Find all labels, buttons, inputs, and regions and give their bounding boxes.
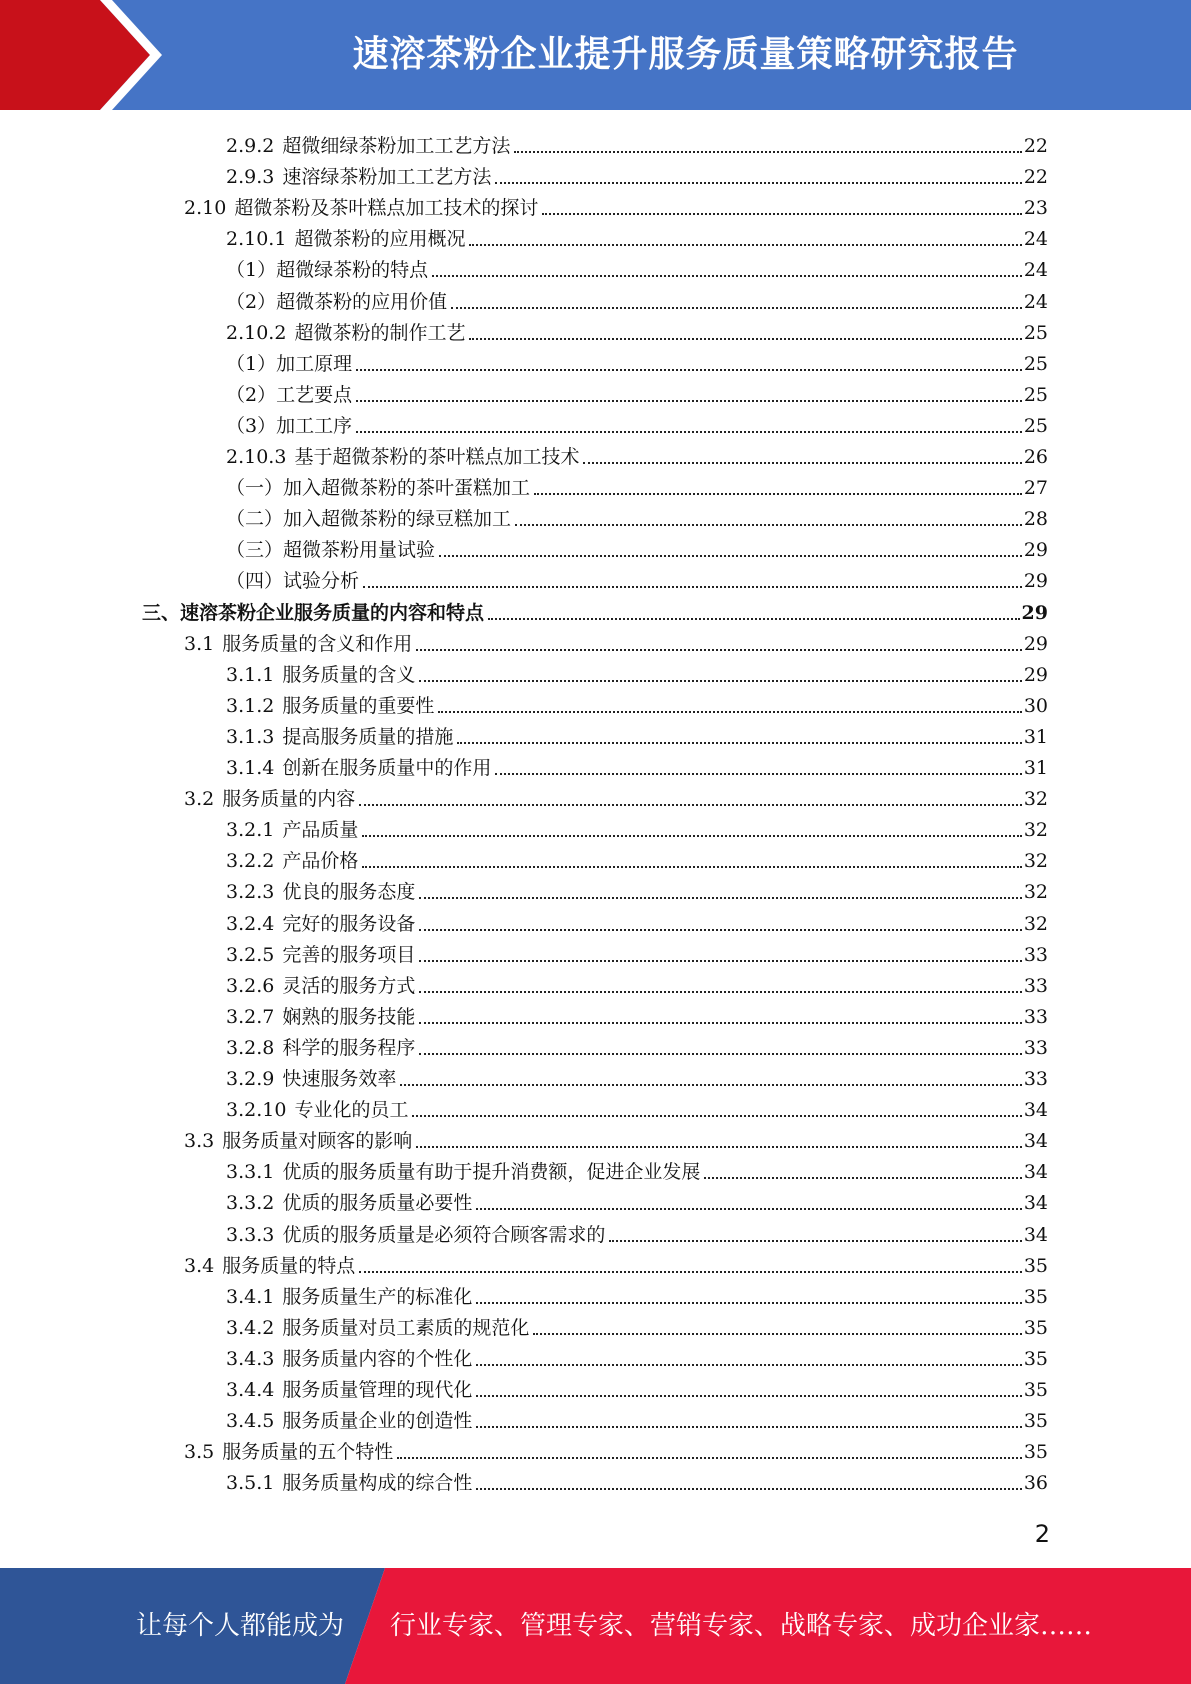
toc-entry-title: 服务质量的重要性 — [282, 694, 435, 717]
toc-entry-page: 33 — [1023, 1005, 1048, 1028]
toc-entry-number: 3.1 — [184, 632, 215, 655]
toc-dot-leader — [488, 618, 1020, 620]
toc-entry-number: 3.1.1 — [226, 663, 275, 686]
toc-entry-label — [226, 664, 415, 686]
toc-entry-page: 24 — [1023, 290, 1048, 313]
toc-entry[interactable] — [226, 935, 1048, 966]
toc-entry-label — [226, 1348, 472, 1370]
toc-entry-title: 服务质量的特点 — [222, 1254, 356, 1277]
toc-entry[interactable] — [226, 499, 1048, 530]
toc-dot-leader — [495, 182, 1021, 184]
toc-entry-page: 34 — [1023, 1192, 1048, 1215]
toc-dot-leader — [583, 462, 1021, 464]
toc-entry[interactable] — [226, 219, 1048, 250]
toc-entry-label — [226, 881, 415, 903]
toc-entry-title: 优质的服务质量有助于提升消费额，促进企业发展 — [282, 1161, 701, 1184]
toc-entry-number: 2.10.2 — [226, 321, 287, 344]
toc-dot-leader — [412, 1115, 1021, 1117]
toc-entry-title: 加工工序 — [276, 414, 353, 437]
toc-entry-number: 3.4.5 — [226, 1410, 275, 1433]
toc-entry[interactable] — [226, 1152, 1048, 1183]
toc-entry-label — [226, 944, 415, 966]
toc-entry-number: （1） — [226, 259, 277, 282]
toc-entry-title: 超微茶粉用量试验 — [283, 539, 436, 562]
toc-entry-label — [226, 1161, 700, 1183]
toc-dot-leader — [534, 493, 1022, 495]
page-footer — [0, 1568, 1191, 1684]
toc-entry[interactable] — [226, 1308, 1048, 1339]
toc-entry[interactable] — [226, 841, 1048, 872]
toc-entry-number: 3.2 — [184, 788, 215, 811]
page-header — [0, 0, 1191, 110]
toc-entry[interactable] — [184, 1121, 1048, 1152]
toc-entry[interactable] — [226, 1463, 1048, 1494]
toc-dot-leader — [419, 929, 1021, 931]
toc-entry[interactable] — [226, 1401, 1048, 1432]
toc-entry-page: 23 — [1023, 197, 1048, 220]
toc-dot-leader — [469, 338, 1021, 340]
toc-entry-label — [184, 633, 412, 655]
toc-entry-title: 服务质量的含义 — [282, 663, 416, 686]
toc-entry-number: （3） — [226, 414, 277, 437]
toc-entry-number: （三） — [226, 539, 284, 562]
toc-entry-title: 灵活的服务方式 — [282, 974, 416, 997]
toc-entry-number: 3.1.4 — [226, 757, 275, 779]
toc-entry-page: 35 — [1023, 1254, 1048, 1277]
toc-entry-page: 33 — [1023, 1036, 1048, 1059]
toc-entry[interactable] — [184, 779, 1048, 810]
toc-entry-number: 3.1.3 — [226, 725, 275, 748]
toc-entry-page: 32 — [1023, 788, 1048, 811]
toc-entry-number: 3.2.5 — [226, 943, 275, 966]
toc-dot-leader — [359, 1271, 1022, 1273]
toc-entry-page: 25 — [1023, 321, 1048, 344]
toc-entry-page: 35 — [1023, 1347, 1048, 1370]
toc-entry-title: 超微茶粉及茶叶糕点加工技术的探讨 — [234, 197, 539, 220]
toc-entry-number: 3.2.8 — [226, 1036, 275, 1059]
toc-entry-label — [226, 1037, 415, 1059]
toc-dot-leader — [419, 680, 1021, 682]
toc-entry-number: 3.4.1 — [226, 1285, 275, 1308]
toc-entry-page: 25 — [1023, 414, 1048, 437]
toc-entry-page: 31 — [1023, 725, 1048, 748]
toc-dot-leader — [400, 1084, 1021, 1086]
toc-entry-label — [184, 788, 355, 810]
toc-entry-title: 工艺要点 — [276, 383, 353, 406]
toc-entry[interactable] — [226, 810, 1048, 841]
toc-dot-leader — [515, 524, 1022, 526]
toc-entry-label — [184, 197, 538, 219]
toc-dot-leader — [533, 1333, 1021, 1335]
toc-entry-label — [226, 384, 352, 406]
toc-entry-page: 28 — [1023, 508, 1048, 531]
toc-entry-page: 25 — [1023, 352, 1048, 375]
toc-entry-label — [226, 477, 530, 499]
toc-entry-title: 试验分析 — [283, 570, 360, 593]
toc-entry-number: 2.10.3 — [226, 446, 287, 468]
toc-entry-label — [226, 166, 491, 188]
toc-entry-number: 3.2.6 — [226, 974, 275, 997]
toc-entry-number: 2.10.1 — [226, 228, 287, 251]
toc-entry-title: 快速服务效率 — [282, 1068, 397, 1090]
toc-entry-label — [184, 1441, 393, 1463]
toc-entry-label — [142, 602, 484, 624]
toc-dot-leader — [514, 151, 1021, 153]
toc-dot-leader — [542, 213, 1021, 215]
toc-dot-leader — [476, 1488, 1021, 1490]
toc-entry-page: 29 — [1023, 632, 1048, 655]
toc-dot-leader — [469, 244, 1021, 246]
toc-entry-page: 29 — [1023, 663, 1048, 686]
toc-entry-page: 29 — [1023, 539, 1048, 562]
toc-entry[interactable] — [226, 997, 1048, 1028]
toc-entry-number: 3.2.1 — [226, 819, 275, 842]
toc-entry-number: 2.9.2 — [226, 135, 275, 157]
toc-entry-title: 加入超微茶粉的绿豆糕加工 — [283, 508, 512, 531]
toc-dot-leader — [363, 586, 1022, 588]
toc-dot-leader — [362, 866, 1021, 868]
toc-entry-number: （2） — [226, 383, 277, 406]
toc-entry[interactable] — [226, 717, 1048, 748]
toc-entry-label — [226, 1068, 396, 1090]
toc-entry-page: 35 — [1023, 1285, 1048, 1308]
toc-entry-number: 3.3.1 — [226, 1161, 275, 1184]
toc-entry-title: 服务质量管理的现代化 — [282, 1379, 473, 1401]
toc-dot-leader — [609, 1240, 1021, 1242]
toc-entry-label — [226, 353, 352, 375]
toc-dot-leader — [432, 275, 1022, 277]
toc-dot-leader — [476, 1208, 1021, 1210]
toc-entry[interactable] — [226, 375, 1048, 406]
toc-entry-title: 产品质量 — [282, 819, 359, 842]
page-number: 2 — [1034, 1520, 1050, 1548]
toc-entry-label — [226, 291, 447, 313]
toc-entry-page: 35 — [1023, 1379, 1048, 1401]
toc-entry-number: 3.2.9 — [226, 1068, 275, 1090]
toc-entry[interactable] — [226, 686, 1048, 717]
toc-dot-leader — [416, 649, 1022, 651]
toc-entry[interactable] — [226, 468, 1048, 499]
toc-entry-label — [226, 1410, 472, 1432]
toc-entry-number: （一） — [226, 477, 284, 500]
toc-entry-number: 3.3 — [184, 1130, 215, 1153]
toc-entry[interactable] — [226, 748, 1048, 779]
toc-entry-label — [226, 1192, 472, 1214]
toc-entry-label — [226, 1099, 408, 1121]
toc-entry-page: 32 — [1023, 819, 1048, 842]
footer-slogan-right: 行业专家、管理专家、营销专家、战略专家、成功企业家…… — [390, 1611, 1093, 1641]
toc-entry-title: 服务质量生产的标准化 — [282, 1285, 473, 1308]
toc-entry-page: 29 — [1021, 601, 1048, 624]
toc-dot-leader — [476, 1302, 1021, 1304]
toc-entry-label — [226, 757, 491, 779]
toc-dot-leader — [495, 773, 1021, 775]
toc-entry[interactable] — [184, 1246, 1048, 1277]
toc-dot-leader — [356, 400, 1022, 402]
toc-entry-title: 超微细绿茶粉加工工艺方法 — [282, 135, 511, 157]
toc-dot-leader — [416, 1146, 1022, 1148]
toc-entry-title: 服务质量的五个特性 — [222, 1441, 394, 1464]
toc-entry[interactable] — [226, 157, 1048, 188]
toc-entry[interactable] — [226, 406, 1048, 437]
toc-dot-leader — [438, 711, 1021, 713]
toc-entry-title: 娴熟的服务技能 — [282, 1005, 416, 1028]
toc-entry[interactable] — [226, 1028, 1048, 1059]
toc-entry-number: 3.1.2 — [226, 694, 275, 717]
toc-entry-label — [226, 135, 510, 157]
toc-entry-title: 完好的服务设备 — [282, 912, 416, 935]
toc-entry-label — [226, 322, 465, 344]
toc-entry[interactable] — [226, 313, 1048, 344]
toc-entry-title: 服务质量内容的个性化 — [282, 1347, 473, 1370]
toc-entry-label — [226, 570, 359, 592]
toc-entry-title: 加入超微茶粉的茶叶蛋糕加工 — [283, 477, 531, 500]
toc-entry-title: 服务质量企业的创造性 — [282, 1410, 473, 1433]
toc-entry-page: 25 — [1023, 383, 1048, 406]
toc-entry-title: 服务质量构成的综合性 — [282, 1472, 473, 1495]
toc-entry-title: 优良的服务态度 — [282, 881, 416, 904]
toc-entry-page: 31 — [1023, 757, 1048, 779]
toc-entry-label — [226, 446, 579, 468]
toc-entry-page: 34 — [1023, 1099, 1048, 1122]
toc-entry[interactable] — [226, 904, 1048, 935]
toc-entry[interactable] — [226, 282, 1048, 313]
toc-entry-label — [226, 539, 435, 561]
toc-dot-leader — [356, 431, 1022, 433]
toc-entry-number: 2.9.3 — [226, 166, 275, 189]
toc-dot-leader — [476, 1395, 1021, 1397]
toc-entry-page: 26 — [1023, 446, 1048, 468]
toc-entry-page: 36 — [1023, 1472, 1048, 1495]
toc-entry-page: 32 — [1023, 912, 1048, 935]
toc-entry-title: 超微绿茶粉的特点 — [276, 259, 429, 282]
toc-entry-page: 32 — [1023, 850, 1048, 873]
toc-entry-label — [226, 1224, 605, 1246]
toc-entry-title: 产品价格 — [282, 850, 359, 873]
toc-entry-number: 3.5.1 — [226, 1472, 275, 1495]
toc-entry[interactable] — [184, 188, 1048, 219]
toc-dot-leader — [419, 960, 1021, 962]
toc-entry-number: 2.10 — [184, 197, 227, 220]
toc-dot-leader — [419, 1022, 1021, 1024]
toc-entry-number: 3.5 — [184, 1441, 215, 1464]
toc-entry-title: 优质的服务质量必要性 — [282, 1192, 473, 1215]
toc-entry[interactable] — [226, 530, 1048, 561]
toc-entry[interactable] — [226, 1090, 1048, 1121]
toc-dot-leader — [476, 1426, 1021, 1428]
toc-entry-title: 超微茶粉的应用价值 — [276, 290, 448, 313]
toc-dot-leader — [451, 307, 1022, 309]
toc-entry-number: 3.4 — [184, 1254, 215, 1277]
toc-entry-label — [184, 1255, 355, 1277]
toc-entry-number: 3.2.10 — [226, 1099, 287, 1122]
toc-entry-page: 35 — [1023, 1316, 1048, 1339]
toc-entry-label — [226, 695, 434, 717]
toc-entry-label — [226, 850, 358, 872]
toc-entry[interactable] — [184, 1432, 1048, 1463]
toc-entry[interactable] — [226, 1059, 1048, 1090]
toc-entry-title: 超微茶粉的应用概况 — [294, 228, 466, 251]
toc-entry-label — [184, 1130, 412, 1152]
toc-entry[interactable] — [226, 1370, 1048, 1401]
toc-entry-page: 34 — [1023, 1223, 1048, 1246]
toc-entry-title: 提高服务质量的措施 — [282, 725, 454, 748]
toc-entry-page: 29 — [1023, 570, 1048, 593]
toc-entry-label — [226, 1006, 415, 1028]
toc-entry-number: 三、 — [142, 601, 181, 624]
toc-dot-leader — [704, 1177, 1021, 1179]
toc-entry-title: 科学的服务程序 — [282, 1036, 416, 1059]
toc-entry-label — [226, 1379, 472, 1401]
toc-entry-page: 33 — [1023, 1068, 1048, 1090]
toc-entry[interactable] — [226, 561, 1048, 592]
toc-entry-label — [226, 508, 511, 530]
toc-entry[interactable] — [226, 1215, 1048, 1246]
toc-dot-leader — [476, 1364, 1021, 1366]
toc-entry[interactable] — [184, 624, 1048, 655]
toc-entry-label — [226, 1472, 472, 1494]
toc-entry-title: 完善的服务项目 — [282, 943, 416, 966]
toc-dot-leader — [439, 555, 1022, 557]
toc-entry-title: 超微茶粉的制作工艺 — [294, 321, 466, 344]
toc-entry-title: 服务质量的含义和作用 — [222, 632, 413, 655]
toc-entry-label — [226, 975, 415, 997]
toc-entry[interactable] — [226, 1183, 1048, 1214]
toc-dot-leader — [397, 1457, 1022, 1459]
toc-entry-number: 3.3.3 — [226, 1223, 275, 1246]
toc-entry-number: 3.2.4 — [226, 912, 275, 935]
toc-entry-number: （四） — [226, 570, 284, 593]
toc-entry-label — [226, 228, 465, 250]
toc-entry-number: 3.2.3 — [226, 881, 275, 904]
toc-entry[interactable] — [226, 1339, 1048, 1370]
toc-entry-title: 基于超微茶粉的茶叶糕点加工技术 — [294, 446, 580, 468]
toc-entry-page: 35 — [1023, 1441, 1048, 1464]
toc-entry-page: 24 — [1023, 228, 1048, 251]
toc-entry[interactable] — [226, 1277, 1048, 1308]
toc-entry-label — [226, 726, 453, 748]
toc-entry-title: 服务质量的内容 — [222, 788, 356, 811]
toc-entry-page: 24 — [1023, 259, 1048, 282]
toc-entry[interactable] — [142, 593, 1048, 624]
toc-entry-label — [226, 1317, 529, 1339]
toc-entry-number: 3.3.2 — [226, 1192, 275, 1215]
toc-entry[interactable] — [226, 250, 1048, 281]
toc-entry-page: 34 — [1023, 1130, 1048, 1153]
toc-entry-number: （2） — [226, 290, 277, 313]
toc-entry-label — [226, 819, 358, 841]
toc-dot-leader — [419, 897, 1021, 899]
toc-dot-leader — [362, 835, 1021, 837]
toc-entry-page: 33 — [1023, 974, 1048, 997]
toc-entry-label — [226, 913, 415, 935]
toc-entry-page: 27 — [1023, 477, 1048, 500]
toc-entry[interactable] — [226, 126, 1048, 157]
toc-entry[interactable] — [226, 437, 1048, 468]
toc-dot-leader — [419, 991, 1021, 993]
toc-entry-label — [226, 1286, 472, 1308]
toc-dot-leader — [457, 742, 1021, 744]
toc-entry-page: 34 — [1023, 1161, 1048, 1184]
toc-entry-number: （1） — [226, 352, 277, 375]
toc-dot-leader — [356, 369, 1022, 371]
toc-entry-number: 3.4.4 — [226, 1379, 275, 1401]
toc-entry-number: 3.4.3 — [226, 1347, 275, 1370]
toc-entry-page: 30 — [1023, 694, 1048, 717]
toc-entry-title: 加工原理 — [276, 352, 353, 375]
toc-entry[interactable] — [226, 344, 1048, 375]
toc-entry-page: 22 — [1023, 135, 1048, 157]
toc-entry-number: 3.2.7 — [226, 1005, 275, 1028]
toc-entry-page: 35 — [1023, 1410, 1048, 1433]
toc-entry-title: 创新在服务质量中的作用 — [282, 757, 492, 779]
report-title: 速溶茶粉企业提升服务质量策略研究报告 — [352, 34, 1019, 75]
toc-entry-title: 速溶绿茶粉加工工艺方法 — [282, 166, 492, 189]
toc-entry-title: 服务质量对员工素质的规范化 — [282, 1316, 530, 1339]
toc-entry-title: 专业化的员工 — [294, 1099, 409, 1122]
toc-entry-page: 22 — [1023, 166, 1048, 189]
toc-entry[interactable] — [226, 655, 1048, 686]
toc-entry-page: 32 — [1023, 881, 1048, 904]
toc-dot-leader — [359, 804, 1022, 806]
toc-entry-label — [226, 259, 428, 281]
toc-entry-number: （二） — [226, 508, 284, 531]
toc-entry[interactable] — [226, 966, 1048, 997]
toc-entry-title: 服务质量对顾客的影响 — [222, 1130, 413, 1153]
toc-entry-number: 3.2.2 — [226, 850, 275, 873]
toc-dot-leader — [419, 1053, 1021, 1055]
toc-entry-number: 3.4.2 — [226, 1316, 275, 1339]
toc-entry[interactable] — [226, 872, 1048, 903]
footer-slogan-left: 让每个人都能成为 — [135, 1611, 344, 1641]
toc-entry-page: 33 — [1023, 943, 1048, 966]
toc-entry-title: 优质的服务质量是必须符合顾客需求的 — [282, 1223, 606, 1246]
toc-entry-label — [226, 415, 352, 437]
toc-entry-title: 速溶茶粉企业服务质量的内容和特点 — [180, 601, 485, 624]
